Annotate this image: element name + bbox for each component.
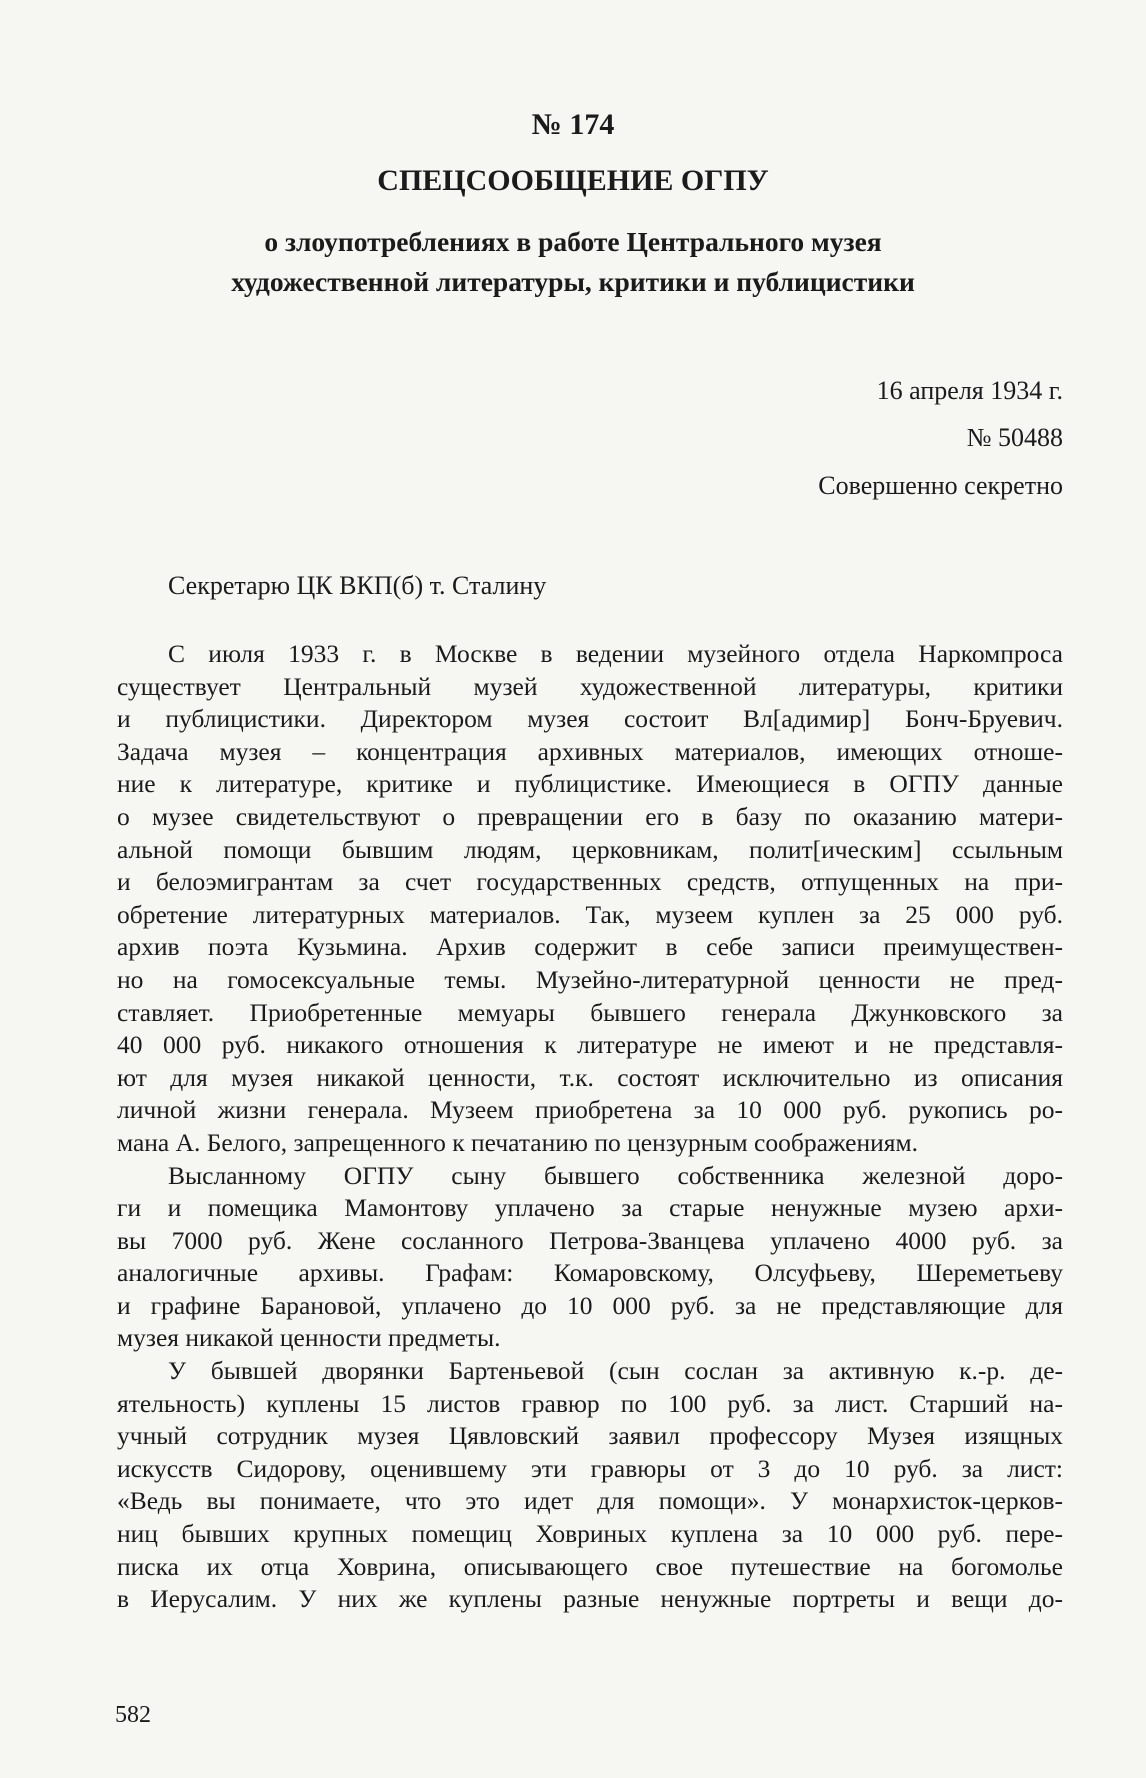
text-line: 40 000 руб. никакого отношения к литературе не имеют и не представля- [117, 1030, 1063, 1060]
document-title: СПЕЦСООБЩЕНИЕ ОГПУ [377, 164, 769, 197]
text-line: Высланному ОГПУ сыну бывшего собственника железной доро- [168, 1160, 1063, 1190]
text-line: ние к литературе, критике и публицистике. Имеющиеся в ОГПУ данные [117, 769, 1063, 799]
text-line: архив поэта Кузьмина. Архив содержит в себе записи преимуществен- [117, 932, 1063, 962]
document-date: 16 апреля 1934 г. [876, 376, 1063, 405]
subtitle-line: о злоупотреблениях в работе Центрального музея [264, 226, 882, 257]
text-line: писка их отца Ховрина, описывающего свое путешествие на богомолье [117, 1551, 1063, 1581]
text-line: личной жизни генерала. Музеем приобретена за 10 000 руб. рукопись ро- [117, 1095, 1063, 1125]
text-line: обретение литературных материалов. Так, музеем куплен за 25 000 руб. [117, 899, 1063, 929]
text-line: У бывшей дворянки Бартеньевой (сын сослан за активную к.-р. де- [168, 1356, 1063, 1386]
text-line: и белоэмигрантам за счет государственных средств, отпущенных на при- [117, 867, 1063, 897]
document-number: № 174 [531, 108, 615, 141]
text-line: ги и помещика Мамонтову уплачено за старые ненужные музею архи- [117, 1193, 1063, 1223]
text-line: в Иерусалим. У них же куплены разные ненужные портреты и вещи до- [117, 1584, 1063, 1614]
text-line: о музее свидетельствуют о превращении его в базу по оказанию матери- [117, 801, 1063, 831]
page-number: 582 [115, 1702, 151, 1728]
text-line: ятельность) куплены 15 листов гравюр по 100 руб. за лист. Старший на- [117, 1388, 1063, 1418]
text-line: существует Центральный музей художественной литературы, критики [117, 671, 1063, 701]
text-line: искусств Сидорову, оценившему эти гравюры от 3 до 10 руб. за лист: [117, 1453, 1063, 1483]
registration-number: № 50488 [966, 423, 1063, 452]
text-line: музея никакой ценности предметы. [117, 1323, 501, 1353]
text-line: ставляет. Приобретенные мемуары бывшего генерала Джунковского за [117, 997, 1063, 1027]
text-line: мана А. Белого, запрещенного к печатанию по цензурным соображениям. [117, 1127, 919, 1157]
text-line: С июля 1933 г. в Москве в ведении музейного отдела Наркомпроса [168, 639, 1063, 668]
addressee: Секретарю ЦК ВКП(б) т. Сталину [168, 571, 547, 600]
text-line: и публицистики. Директором музея состоит Вл[адимир] Бонч-Бруевич. [117, 704, 1063, 734]
document-subtitle [150, 222, 996, 302]
text-line: ют для музея никакой ценности, т.к. состоят исключительно из описания [117, 1062, 1063, 1092]
classification-stamp: Совершенно секретно [818, 471, 1063, 500]
text-line: и графине Барановой, уплачено до 10 000 руб. за не представляющие для [117, 1290, 1063, 1320]
text-line: ниц бывших крупных помещиц Ховриных куплена за 10 000 руб. пере- [117, 1519, 1063, 1549]
text-line: аналогичные архивы. Графам: Комаровскому, Олсуфьеву, Шереметьеву [117, 1258, 1063, 1288]
text-line: альной помощи бывшим людям, церковникам, полит[ическим] ссыльным [117, 834, 1063, 864]
text-line: Задача музея – концентрация архивных материалов, имеющих отноше- [117, 736, 1063, 766]
text-line: «Ведь вы понимаете, что это идет для помощи». У монархисток-церков- [117, 1486, 1063, 1516]
text-line: вы 7000 руб. Жене сосланного Петрова-Званцева уплачено 4000 руб. за [117, 1225, 1063, 1255]
body-text [117, 638, 1063, 1616]
text-line: учный сотрудник музея Цявловский заявил профессору Музея изящных [117, 1421, 1063, 1451]
text-line: но на гомосексуальные темы. Музейно-литературной ценности не пред- [117, 964, 1063, 994]
subtitle-line: художественной литературы, критики и публицистики [231, 266, 915, 297]
